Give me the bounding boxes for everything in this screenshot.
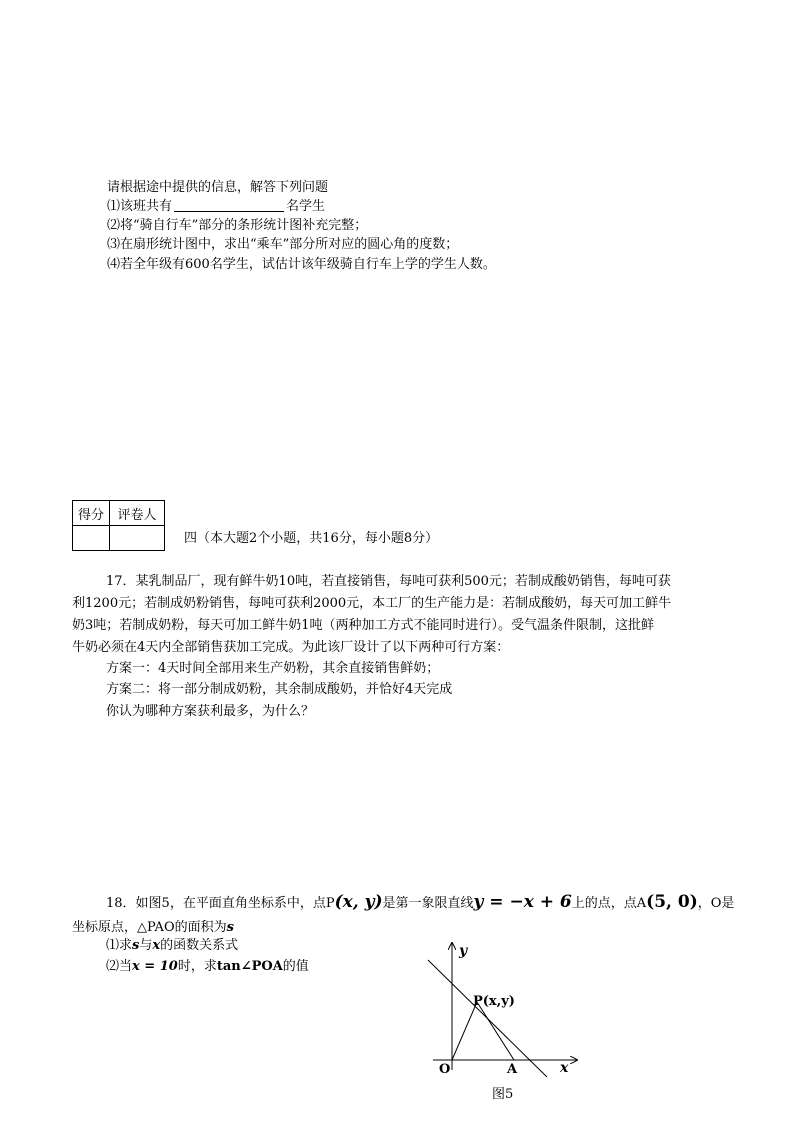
problem-18-line-2 [72, 918, 234, 938]
figure-caption: 图5 [492, 1087, 514, 1102]
point-a-label: A [507, 1062, 518, 1077]
problem-17-line-4: 牛奶必须在4天内全部销售获加工完成。为此该厂设计了以下两种可行方案： [72, 640, 510, 655]
problem-17-question: 你认为哪种方案获利最多，为什么？ [106, 704, 315, 719]
problem-18-line-1 [106, 890, 734, 916]
p18-text-a: 18．如图5，在平面直角坐标系中，点P [106, 896, 335, 911]
point-p-label: P(x,y) [473, 994, 515, 1009]
problem-18-sub-1 [106, 936, 238, 956]
segment-pa [477, 1002, 514, 1060]
problem-17-line-2: 利1200元；若制成奶粉销售，每吨可获利2000元，本工厂的生产能力是：若制成酸奶，每天可加工鲜牛 [72, 596, 672, 611]
section-header: 四（本大题2个小题，共16分，每小题8分） [184, 531, 439, 546]
p18-text-e: 坐标原点，△PAO的面积为 [72, 920, 227, 935]
p18-text-d: ，O是 [697, 896, 735, 911]
line-equation: y = −x + 6 [473, 892, 572, 912]
score-table [72, 500, 165, 551]
x-axis-label: x [560, 1060, 569, 1076]
intro-prompt: 请根据途中提供的信息，解答下列问题 [107, 180, 329, 195]
area-variable: s [226, 920, 234, 935]
y-axis-label: y [459, 943, 468, 959]
problem-17-line-1: 17．某乳制品厂，现有鲜牛奶10吨，若直接销售，每吨可获利500元；若制成酸奶销售，每吨可获 [106, 574, 671, 589]
p18-sub1-c: 的函数关系式 [160, 938, 239, 953]
question-1-text: ⑴该班共有 [107, 199, 173, 214]
p18-sub2-c: 的值 [282, 959, 309, 974]
grader-header: 评卷人 [110, 501, 165, 526]
p18-text-c: 上的点，点A [571, 896, 647, 911]
grader-cell[interactable] [110, 526, 165, 551]
question-2: ⑵将“骑自行车”部分的条形统计图补充完整； [107, 218, 368, 233]
score-cell[interactable] [73, 526, 110, 551]
problem-18-sub-2 [106, 957, 309, 977]
p18-sub1-s: s [132, 938, 140, 953]
plan-1: 方案一：4天时间全部用来生产奶粉，其余直接销售鲜奶； [106, 661, 440, 676]
p18-sub1-a: ⑴求 [106, 938, 133, 953]
question-3: ⑶在扇形统计图中，求出“乘车”部分所对应的圆心角的度数； [107, 237, 459, 252]
p18-sub2-a: ⑵当 [106, 959, 133, 974]
origin-label: O [439, 1062, 451, 1077]
problem-17-line-3: 奶3吨；若制成奶粉，每天可加工鲜牛奶1吨（两种加工方式不能同时进行）。受气温条件限制，这批鲜 [72, 618, 655, 633]
plan-2: 方案二：将一部分制成奶粉，其余制成酸奶，并恰好4天完成 [106, 682, 453, 697]
p18-sub2-eq: x = 10 [132, 959, 178, 974]
p18-sub1-b: 与 [139, 938, 153, 953]
question-1 [107, 197, 325, 217]
point-a-coords: (5, 0) [646, 892, 698, 912]
score-header: 得分 [73, 501, 110, 526]
question-4: ⑷若全年级有600名学生，试估计该年级骑自行车上学的学生人数。 [107, 257, 496, 272]
p18-sub2-tan: tan∠POA [216, 959, 283, 974]
question-1-suffix: 名学生 [286, 199, 326, 214]
answer-blank[interactable] [174, 197, 284, 212]
point-p-coords: (x, y) [334, 892, 383, 912]
p18-sub1-x: x [152, 938, 161, 953]
segment-op [452, 1002, 477, 1060]
p18-text-b: 是第一象限直线 [382, 896, 474, 911]
p18-sub2-b: 时，求 [177, 959, 217, 974]
figure-5 [415, 935, 595, 1110]
